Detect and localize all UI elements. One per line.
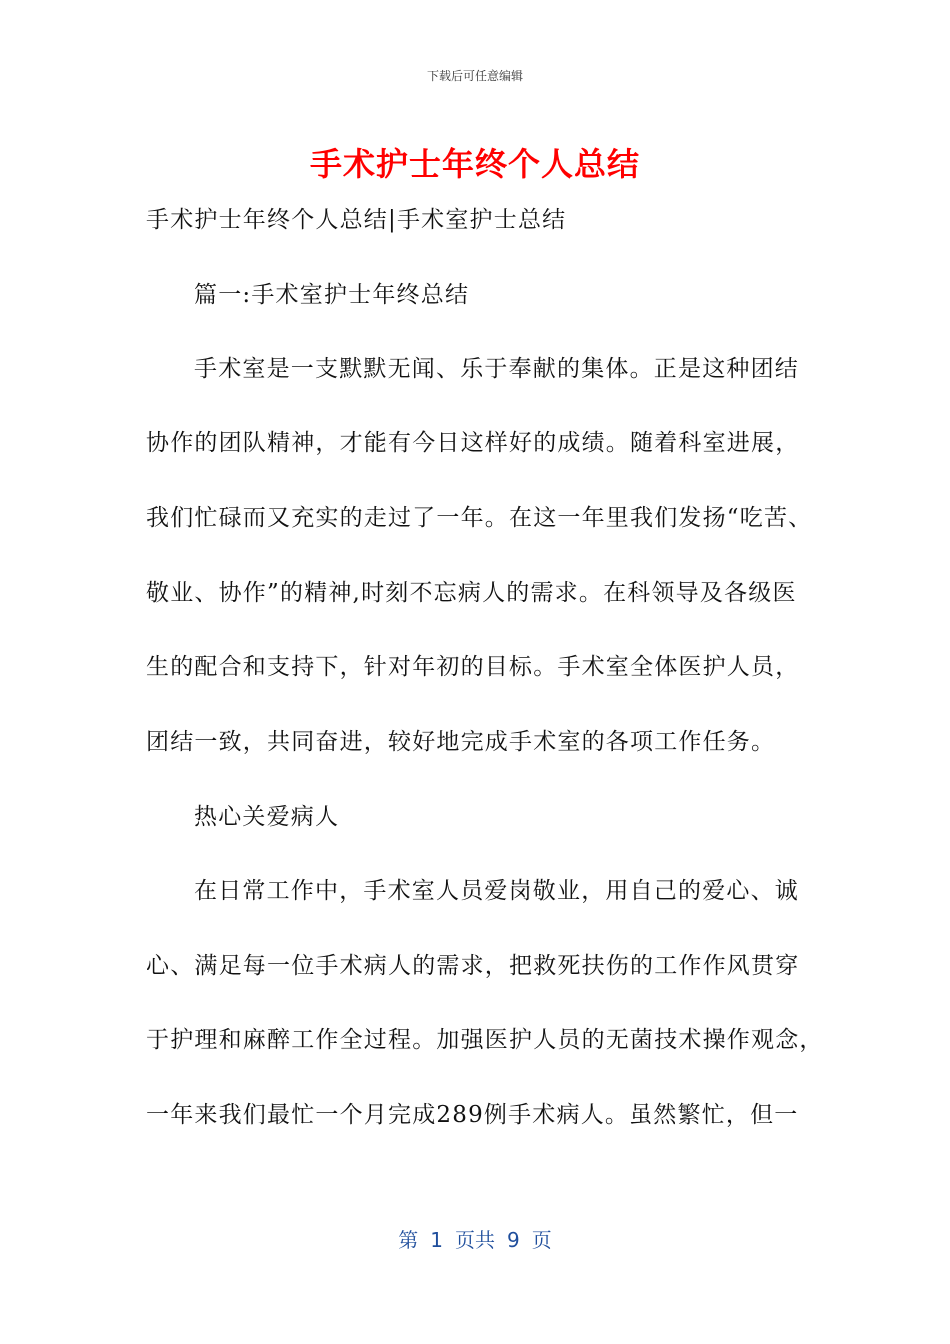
header-note: 下载后可任意编辑 — [426, 69, 523, 83]
section-heading: 热心关爱病人 — [194, 804, 340, 830]
paragraph-line: 一年来我们最忙一个月完成289例手术病人。虽然繁忙，但一 — [146, 1102, 799, 1128]
section-heading: 篇一:手术室护士年终总结 — [194, 282, 470, 308]
paragraph-line: 生的配合和支持下，针对年初的目标。手术室全体医护人员， — [146, 654, 800, 680]
page-footer — [0, 1224, 950, 1253]
subtitle-line: 手术护士年终个人总结|手术室护士总结 — [146, 207, 567, 233]
document-title: 手术护士年终个人总结 — [309, 145, 640, 183]
paragraph-line: 团结一致，共同奋进，较好地完成手术室的各项工作任务。 — [146, 729, 776, 755]
paragraph-line: 于护理和麻醉工作全过程。加强医护人员的无菌技术操作观念， — [146, 1027, 824, 1053]
paragraph-line: 协作的团队精神，才能有今日这样好的成绩。随着科室进展， — [146, 430, 800, 456]
footer-prefix: 第 — [398, 1228, 419, 1252]
footer-mid: 页共 — [455, 1228, 495, 1252]
paragraph-line: 心、满足每一位手术病人的需求，把救死扶伤的工作作风贯穿 — [146, 953, 800, 979]
paragraph-line: 敬业、协作”的精神,时刻不忘病人的需求。在科领导及各级医 — [146, 580, 797, 606]
footer-total-pages: 9 — [507, 1228, 520, 1252]
paragraph-line: 在日常工作中，手术室人员爱岗敬业，用自己的爱心、诚 — [194, 878, 799, 904]
paragraph-line: 我们忙碌而又充实的走过了一年。在这一年里我们发扬“吃苦、 — [146, 505, 813, 531]
paragraph-line: 手术室是一支默默无闻、乐于奉献的集体。正是这种团结 — [194, 356, 799, 382]
footer-current-page: 1 — [430, 1228, 443, 1252]
footer-suffix: 页 — [531, 1228, 552, 1252]
